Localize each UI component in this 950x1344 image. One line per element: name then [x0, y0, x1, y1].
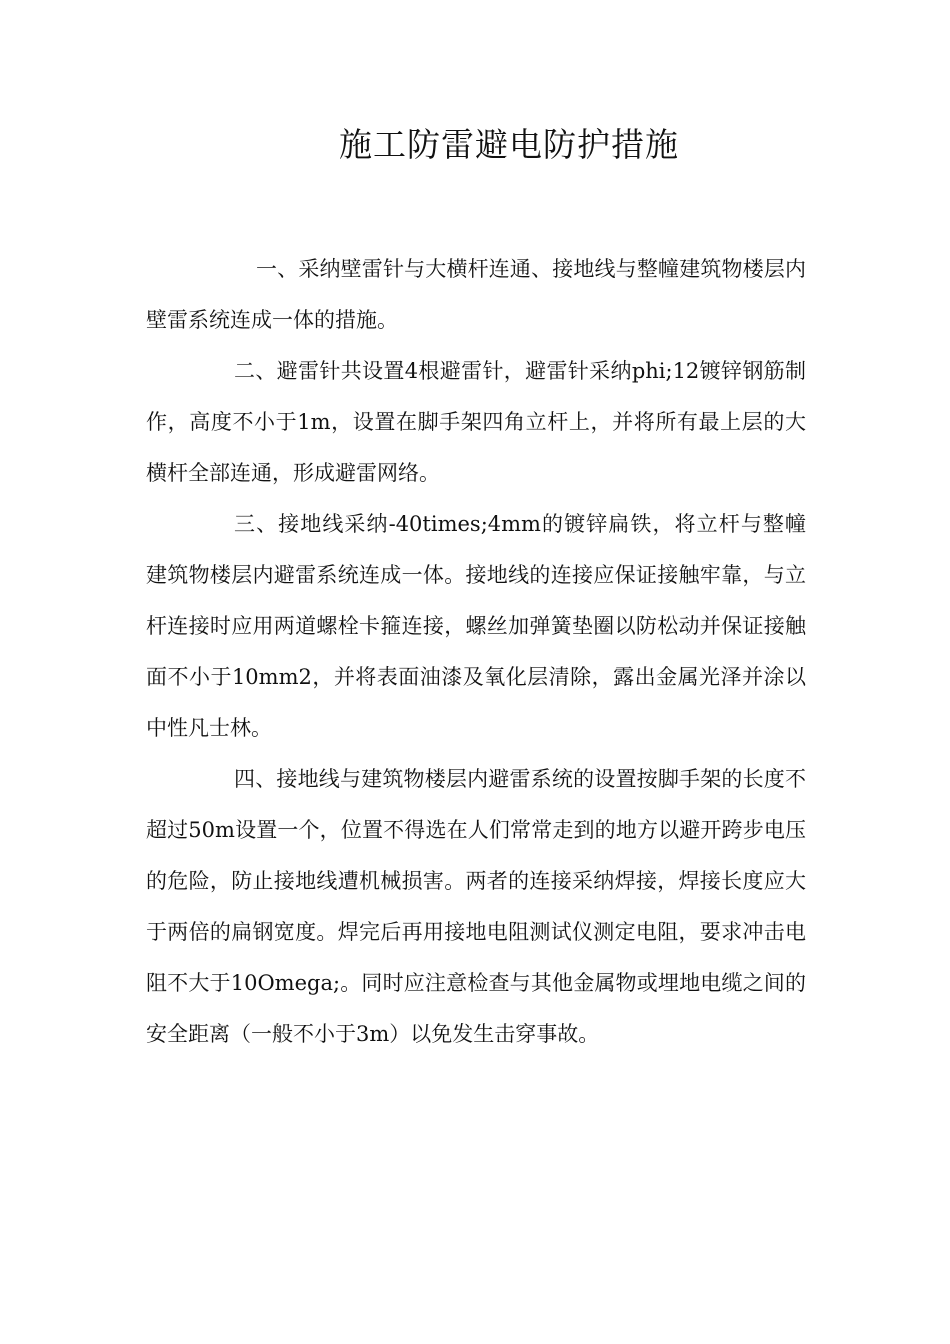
- paragraph-4: 四、接地线与建筑物楼层内避雷系统的设置按脚手架的长度不超过50m设置一个，位置不得选在人们常常走到的地方以避开跨步电压的危险，防止接地线遭机械损害。两者的连接采纳焊接，焊接长度应大于两倍的扁钢宽度。焊完后再用接地电阻测试仪测定电阻，要求冲击电阻不大于10Omega;。同时应注意检查与其他金属物或埋地电缆之间的安全距离（一般不小于3m）以免发生击穿事故。: [146, 767, 806, 1046]
- paragraph-1: 一、采纳壁雷针与大横杆连通、接地线与整幢建筑物楼层内壁雷系统连成一体的措施。: [146, 257, 806, 332]
- document-body: [146, 244, 806, 1060]
- paragraph-2: 二、避雷针共设置4根避雷针，避雷针采纳phi;12镀锌钢筋制作，高度不小于1m，设置在脚手架四角立杆上，并将所有最上层的大横杆全部连通，形成避雷网络。: [146, 359, 806, 485]
- document-title: 施工防雷避电防护措施: [339, 125, 679, 164]
- paragraph-3: 三、接地线采纳-40times;4mm的镀锌扁铁，将立杆与整幢建筑物楼层内避雷系统连成一体。接地线的连接应保证接触牢靠，与立杆连接时应用两道螺栓卡箍连接，螺丝加弹簧垫圈以防松动并保证接触面不小于10mm2，并将表面油漆及氧化层清除，露出金属光泽并涂以中性凡士林。: [146, 512, 806, 740]
